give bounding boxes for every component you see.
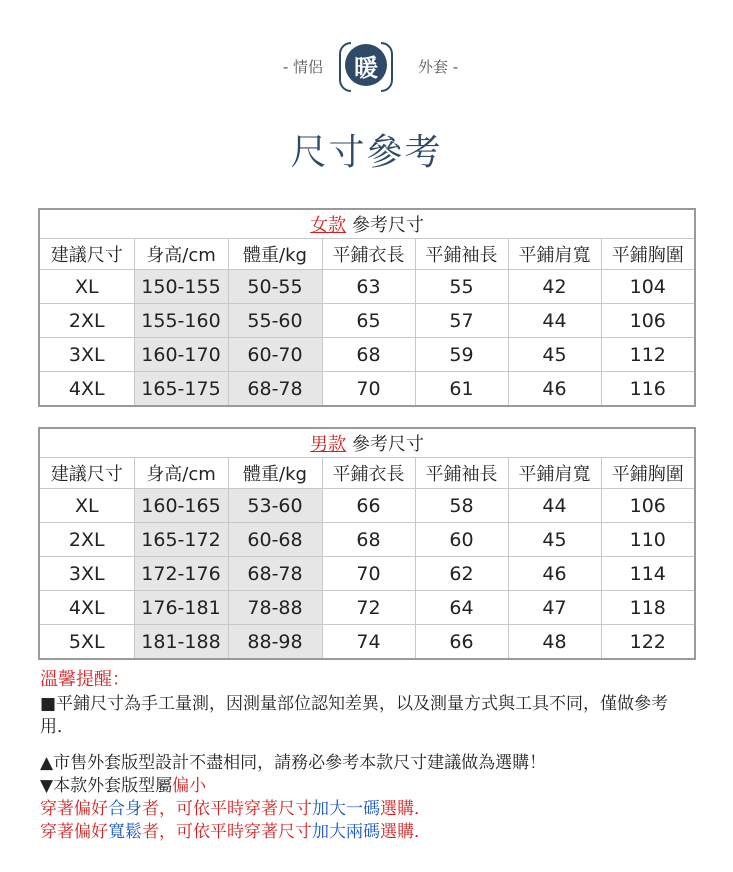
shoulder-cell: 44 [508, 489, 601, 523]
length-cell: 68 [322, 523, 415, 557]
note-fitted-preference [40, 798, 700, 821]
chest-cell: 118 [601, 591, 695, 625]
note-style-fit-text: ▼本款外套版型屬 [40, 776, 173, 796]
table-row [39, 557, 695, 591]
size-cell: 5XL [39, 625, 134, 660]
chest-cell: 114 [601, 557, 695, 591]
header-cell: 身高/cm [134, 458, 228, 489]
note-loose-preference [40, 821, 700, 844]
chest-cell: 116 [601, 372, 695, 407]
length-cell: 63 [322, 270, 415, 304]
size-cell: XL [39, 270, 134, 304]
size-cell: 3XL [39, 338, 134, 372]
weight-cell: 53-60 [228, 489, 322, 523]
header-cell: 平鋪衣長 [322, 458, 415, 489]
height-cell: 181-188 [134, 625, 228, 660]
header [0, 40, 733, 92]
chest-cell: 104 [601, 270, 695, 304]
table-row [39, 372, 695, 407]
length-cell: 66 [322, 489, 415, 523]
header-cell: 建議尺寸 [39, 458, 134, 489]
men-table-caption [39, 428, 695, 458]
shoulder-cell: 45 [508, 523, 601, 557]
height-cell: 165-172 [134, 523, 228, 557]
shoulder-cell: 47 [508, 591, 601, 625]
note-loose-e: 選購． [380, 822, 431, 842]
note-loose-c: 者，可依平時穿著尺寸 [142, 822, 312, 842]
sleeve-cell: 64 [415, 591, 508, 625]
sleeve-cell: 60 [415, 523, 508, 557]
note-style-fit [40, 775, 700, 798]
sleeve-cell: 61 [415, 372, 508, 407]
weight-cell: 78-88 [228, 591, 322, 625]
header-cell: 建議尺寸 [39, 239, 134, 270]
table-row [39, 338, 695, 372]
women-header-row [39, 239, 695, 270]
weight-cell: 50-55 [228, 270, 322, 304]
warning-title: 溫馨提醒： [40, 669, 130, 690]
header-cell: 體重/kg [228, 458, 322, 489]
size-cell: 2XL [39, 523, 134, 557]
table-row [39, 304, 695, 338]
note-fitted-b: 合身 [108, 799, 142, 819]
men-header-row [39, 458, 695, 489]
size-cell: 3XL [39, 557, 134, 591]
header-cell: 平鋪袖長 [415, 458, 508, 489]
chest-cell: 106 [601, 304, 695, 338]
size-cell: XL [39, 489, 134, 523]
size-cell: 4XL [39, 372, 134, 407]
women-caption-red: 女款 [310, 215, 347, 236]
chest-cell: 122 [601, 625, 695, 660]
chest-cell: 106 [601, 489, 695, 523]
weight-cell: 60-68 [228, 523, 322, 557]
weight-cell: 68-78 [228, 557, 322, 591]
height-cell: 165-175 [134, 372, 228, 407]
badge-right-arc [381, 42, 393, 92]
header-cell: 平鋪肩寬 [508, 458, 601, 489]
table-row [39, 489, 695, 523]
note-fit-advice: ▲市售外套版型設計不盡相同，請務必參考本款尺寸建議做為選購！ [40, 753, 547, 773]
note-measurement: ■平鋪尺寸為手工量測，因測量部位認知差異，以及測量方式與工具不同，僅做參考用． [40, 694, 669, 737]
header-cell: 平鋪袖長 [415, 239, 508, 270]
weight-cell: 68-78 [228, 372, 322, 407]
height-cell: 160-170 [134, 338, 228, 372]
weight-cell: 88-98 [228, 625, 322, 660]
women-size-table [38, 208, 696, 407]
shoulder-cell: 46 [508, 372, 601, 407]
table-row [39, 625, 695, 660]
header-cell: 平鋪衣長 [322, 239, 415, 270]
women-table-caption [39, 209, 695, 239]
weight-cell: 55-60 [228, 304, 322, 338]
page-title: 尺寸參考 [290, 132, 443, 173]
women-caption-rest: 參考尺寸 [346, 215, 424, 236]
note-loose-b: 寬鬆 [108, 822, 142, 842]
note-fitted-d: 加大一碼 [312, 799, 380, 819]
shoulder-cell: 44 [508, 304, 601, 338]
note-fitted-c: 者，可依平時穿著尺寸 [142, 799, 312, 819]
note-fitted-e: 選購． [380, 799, 431, 819]
badge-circle: 暖 [345, 44, 387, 86]
header-right-text: 外套 - [418, 58, 459, 76]
length-cell: 72 [322, 591, 415, 625]
header-cell: 身高/cm [134, 239, 228, 270]
header-cell: 平鋪肩寬 [508, 239, 601, 270]
note-loose-a: 穿著偏好 [40, 822, 108, 842]
sleeve-cell: 55 [415, 270, 508, 304]
note-style-fit-highlight: 偏小 [172, 776, 207, 796]
shoulder-cell: 46 [508, 557, 601, 591]
height-cell: 150-155 [134, 270, 228, 304]
sleeve-cell: 59 [415, 338, 508, 372]
note-loose-d: 加大兩碼 [312, 822, 380, 842]
header-cell: 平鋪胸圍 [601, 458, 695, 489]
height-cell: 176-181 [134, 591, 228, 625]
sleeve-cell: 57 [415, 304, 508, 338]
size-cell: 4XL [39, 591, 134, 625]
length-cell: 65 [322, 304, 415, 338]
weight-cell: 60-70 [228, 338, 322, 372]
men-caption-rest: 參考尺寸 [346, 434, 424, 455]
chest-cell: 110 [601, 523, 695, 557]
warm-badge [339, 42, 393, 90]
chest-cell: 112 [601, 338, 695, 372]
header-left-text: - 情侶 [282, 58, 323, 76]
note-fitted-a: 穿著偏好 [40, 799, 108, 819]
header-cell: 平鋪胸圍 [601, 239, 695, 270]
shoulder-cell: 42 [508, 270, 601, 304]
notes-section [40, 668, 700, 844]
height-cell: 160-165 [134, 489, 228, 523]
table-row [39, 523, 695, 557]
length-cell: 68 [322, 338, 415, 372]
men-size-table [38, 427, 696, 660]
length-cell: 70 [322, 557, 415, 591]
length-cell: 70 [322, 372, 415, 407]
sleeve-cell: 58 [415, 489, 508, 523]
sleeve-cell: 66 [415, 625, 508, 660]
header-cell: 體重/kg [228, 239, 322, 270]
table-row [39, 591, 695, 625]
shoulder-cell: 48 [508, 625, 601, 660]
size-cell: 2XL [39, 304, 134, 338]
men-caption-red: 男款 [310, 434, 347, 455]
height-cell: 172-176 [134, 557, 228, 591]
sleeve-cell: 62 [415, 557, 508, 591]
table-row [39, 270, 695, 304]
height-cell: 155-160 [134, 304, 228, 338]
length-cell: 74 [322, 625, 415, 660]
shoulder-cell: 45 [508, 338, 601, 372]
